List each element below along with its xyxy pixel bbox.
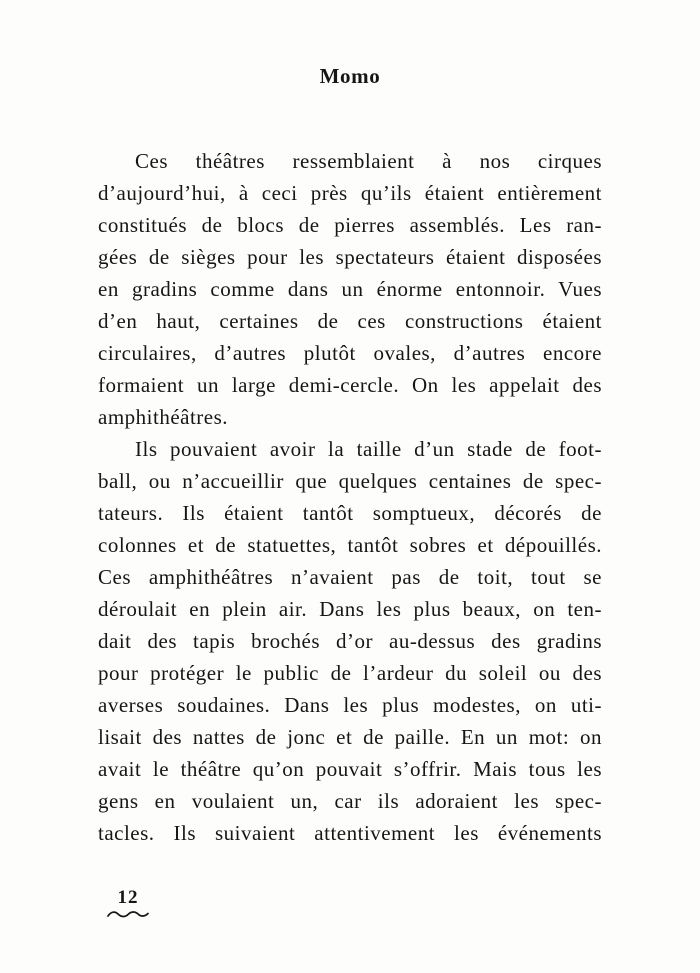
text-line: avait le théâtre qu’on pouvait s’offrir. Mais tous les bbox=[98, 757, 602, 781]
text-line: en gradins comme dans un énorme entonnoir. Vues bbox=[98, 277, 602, 301]
text-line: tateurs. Ils étaient tantôt somptueux, décorés de bbox=[98, 501, 602, 525]
text-line: amphithéâtres. bbox=[98, 405, 229, 429]
text-line: circulaires, d’autres plutôt ovales, d’autres encore bbox=[98, 341, 602, 365]
text-line: ball, ou n’accueillir que quelques centaines de spec- bbox=[98, 469, 602, 493]
text-line: lisait des nattes de jonc et de paille. En un mot: on bbox=[98, 725, 602, 749]
text-line: tacles. Ils suivaient attentivement les événements bbox=[98, 821, 602, 845]
text-line: colonnes et de statuettes, tantôt sobres et dépouillés. bbox=[98, 533, 602, 557]
text-line: dait des tapis brochés d’or au-dessus des gradins bbox=[98, 629, 602, 653]
text-line: déroulait en plein air. Dans les plus beaux, on ten- bbox=[98, 597, 602, 621]
page-body bbox=[98, 145, 602, 849]
page-number: 12 bbox=[117, 887, 139, 908]
page-footer bbox=[104, 887, 152, 919]
wavy-underline-icon bbox=[106, 909, 150, 919]
text-line: constitués de blocs de pierres assemblés. Les ran- bbox=[98, 213, 602, 237]
text-line: gens en voulaient un, car ils adoraient les spec- bbox=[98, 789, 602, 813]
text-line: averses soudaines. Dans les plus modestes, on uti- bbox=[98, 693, 602, 717]
text-line: Ils pouvaient avoir la taille d’un stade de foot- bbox=[135, 437, 602, 461]
text-line: gées de sièges pour les spectateurs étaient disposées bbox=[98, 245, 602, 269]
text-line: formaient un large demi-cercle. On les appelait des bbox=[98, 373, 602, 397]
text-line: d’aujourd’hui, à ceci près qu’ils étaient entièrement bbox=[98, 181, 602, 205]
text-line: Ces théâtres ressemblaient à nos cirques bbox=[135, 149, 602, 173]
running-header-title: Momo bbox=[319, 64, 381, 88]
text-line: pour protéger le public de l’ardeur du soleil ou des bbox=[98, 661, 602, 685]
text-line: d’en haut, certaines de ces constructions étaient bbox=[98, 309, 602, 333]
text-line: Ces amphithéâtres n’avaient pas de toit, tout se bbox=[98, 565, 602, 589]
